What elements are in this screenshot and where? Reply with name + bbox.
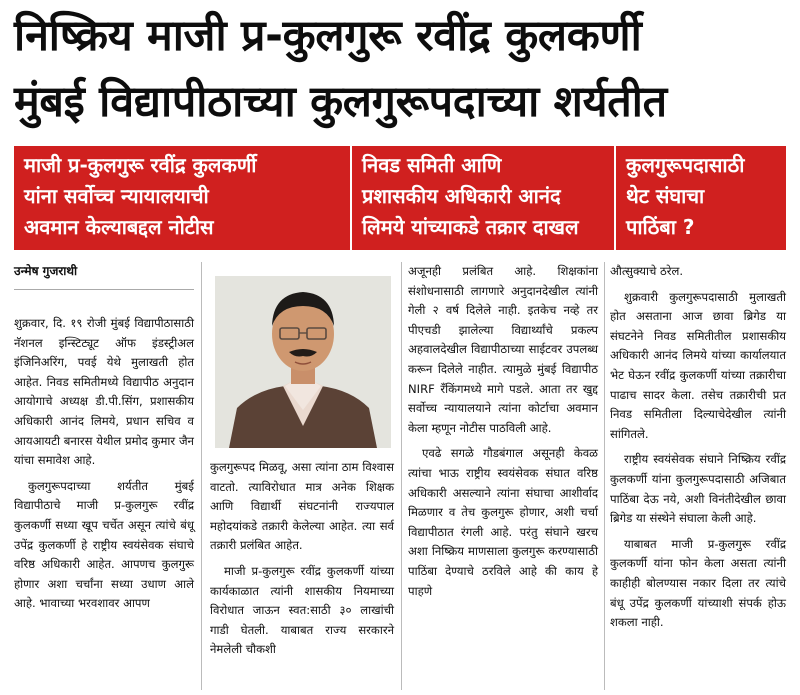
paragraph: औत्सुक्याचे ठरेल. [610,264,684,278]
banner-line: लिमये यांच्याकडे तक्रार दाखल [362,215,579,239]
banner-line: पाठिंबा ? [626,215,695,239]
banner-line: प्रशासकीय अधिकारी आनंद [362,184,561,208]
byline: उन्मेष गुजराथी [14,262,194,290]
banner-line: माजी प्र-कुलगुरू रवींद्र कुलकर्णी [24,153,257,177]
paragraph: राष्ट्रीय स्वयंसेवक संघाने निष्क्रिय रवींद्र कुलकर्णी यांना कुलगुरूपदासाठी अजिबात पाठिंबा देऊ नये, अशी विनंतीदेखील छावा ब्रिगेड या संस्थेने संघाला केली आहे. [610,452,786,526]
paragraph: कुलगुरूपदाच्या शर्यतीत मुंबई विद्यापीठाचे माजी प्र-कुलगुरू रवींद्र कुलकर्णी सध्या खूप चर्चेत असून त्यांचे बंधू उपेंद्र कुलकर्णी हे राष्ट्रीय स्वयंसेवक संघाचे वरिष्ठ अधिकारी आहेत. आपणच कुलगुरू होणार अशा चर्चांना सध्या उधाण आले आहे. भावाच्या भरवशावर आपण [14,478,194,611]
article-column-3 [408,262,598,601]
banner-column-3 [614,146,786,250]
headline-line-1: निष्क्रिय माजी प्र-कुलगुरू रवींद्र कुलकर्णी [14,11,642,61]
column-divider [604,262,605,690]
paragraph: कुलगुरूपद मिळवू, असा त्यांना ठाम विश्वास वाटतो. त्याविरोधात मात्र अनेक शिक्षक आणि विद्यार्थी संघटनांनी राज्यपाल महोदयांकडे तक्रारी केलेल्या आहेत. त्या सर्व तक्रारी प्रलंबित आहेत. [210,460,394,553]
paragraph: शुक्रवारी कुलगुरूपदासाठी मुलाखती होत असताना आज छावा ब्रिगेड या संघटनेने निवड समितीतील प्रशासकीय अधिकारी आनंद लिमये यांच्या कार्यालयात भेट घेऊन रवींद्र कुलकर्णी यांच्या तक्रारीचा पाढाच सादर केला. तसेच तक्रारीची प्रत निवड समितीला दिल्याचेदेखील त्यांनी सांगितले. [610,289,786,441]
banner-line: कुलगुरूपदासाठी [626,153,745,177]
banner-line: यांना सर्वोच्च न्यायालयाची [24,184,209,208]
banner-column-1 [14,146,350,250]
column-divider [401,262,402,690]
paragraph: याबाबत माजी प्र-कुलगुरू रवींद्र कुलकर्णी यांना फोन केला असता त्यांनी काहीही बोलण्यास नकार दिला तर त्यांचे बंधू उपेंद्र कुलकर्णी यांच्याशी संपर्क होऊ शकला नाही. [610,536,786,630]
article-column-4 [610,262,786,633]
column-divider [201,262,202,690]
headline-line-2: मुंबई विद्यापीठाच्या कुलगुरूपदाच्या शर्यतीत [14,77,667,127]
paragraph: अजूनही प्रलंबित आहे. शिक्षकांना संशोधनासाठी लागणारे अनुदानदेखील त्यांनी गेली २ वर्ष दिलेले नाही. इतकेच नव्हे तर पीएचडी झालेल्या विद्यार्थ्यांचे प्रकल्प अहवालदेखील विद्यापीठाच्या साईटवर उपलब्ध करून दिलेले नाहीत. त्यामुळे मुंबई विद्यापीठ NIRF रँकिंगमध्ये मागे पडले. आता तर खुद्द सर्वोच्च न्यायालयाने त्यांना कोर्टाचा अवमान केला म्हणून नोटीस पाठविली आहे. [408,264,598,435]
portrait-photo [215,276,391,448]
article-column-2 [210,458,394,660]
banner-column-2 [350,146,614,250]
banner-line: निवड समिती आणि [362,153,502,177]
portrait-illustration [215,276,391,448]
banner-line: अवमान केल्याबद्दल नोटीस [24,215,214,239]
paragraph: माजी प्र-कुलगुरू रवींद्र कुलकर्णी यांच्या कार्यकाळात त्यांनी शासकीय नियमाच्या विरोधात जाऊन स्वत:साठी ३० लाखांची गाडी घेतली. याबाबत राज्य सरकारने नेमलेली चौकशी [210,563,394,657]
banner-line: थेट संघाचा [626,184,705,208]
article-column-1 [14,314,194,614]
red-banner [14,146,786,250]
paragraph: एवढे सगळे गौडबंगाल असूनही केवळ त्यांचा भाऊ राष्ट्रीय स्वयंसेवक संघात वरिष्ठ अधिकारी असल्याने त्यांना संघाचा आशीर्वाद मिळणार व तेच कुलगुरू होणार, अशी चर्चा विद्यापीठात रंगली आहे. परंतु संघाने खरच अशा निष्क्रिय माणसाला कुलगुरू करण्यासाठी पाठिंबा देण्याचे ठरविले आहे की काय हे पाहणे [408,446,598,598]
paragraph: शुक्रवार, दि. १९ रोजी मुंबई विद्यापीठासाठी नॅशनल इन्स्टिट्यूट ऑफ इंडस्ट्रीअल इंजिनिअरिंग, पवई येथे मुलाखती होत आहेत. निवड समितीमध्ये विद्यापीठ अनुदान आयोगाचे अध्यक्ष डी.पी.सिंग, प्रशासकीय अधिकारी आनंद लिमये, प्रधान सचिव व आयआयटी बनारस येथील प्रमोद कुमार जैन यांचा समावेश आहे. [14,316,194,468]
